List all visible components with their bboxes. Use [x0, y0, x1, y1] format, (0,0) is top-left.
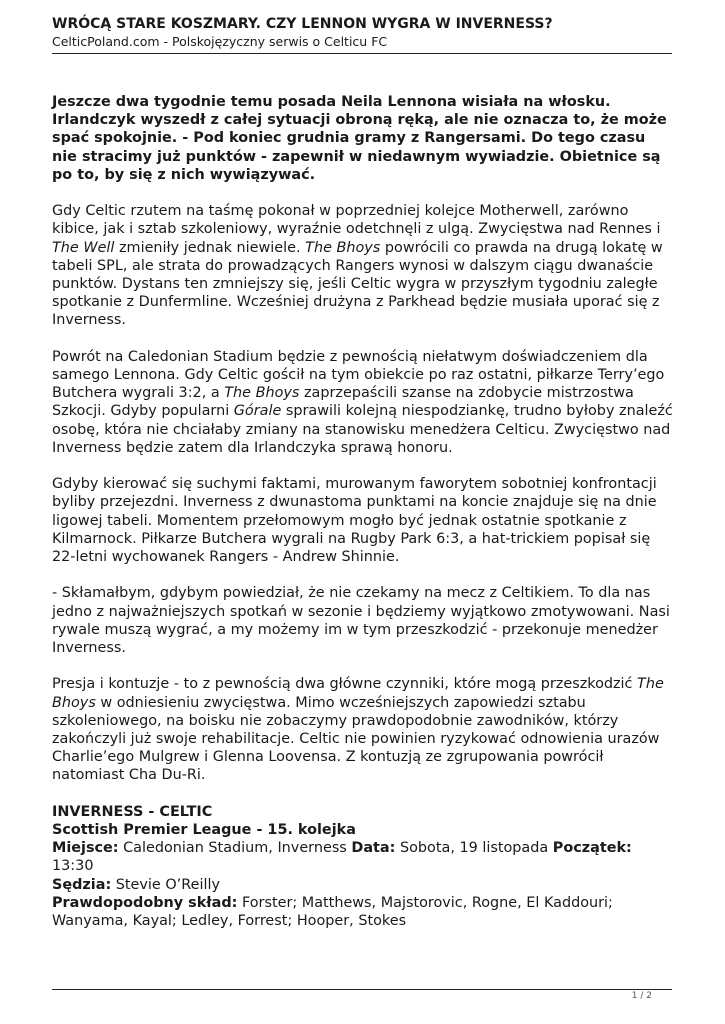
article-title: WRÓCĄ STARE KOSZMARY. CZY LENNON WYGRA W INVERNESS?	[52, 16, 553, 32]
paragraph-1	[52, 202, 674, 329]
referee-label: Sędzia:	[52, 876, 112, 893]
match-lineup	[52, 894, 674, 930]
site-subtitle: CelticPoland.com - Polskojęzyczny serwis o Celticu FC	[52, 34, 388, 49]
lineup-value: Forster; Matthews, Majstorovic, Rogne, El Kaddouri; Wanyama, Kayal; Ledley, Forrest; Hooper, Stokes	[52, 894, 613, 930]
text-run: Gdy Celtic rzutem na taśmę pokonał w poprzedniej kolejce Motherwell, zarówno kibice, jak i sztab szkoleniowy, wyraźnie odetchnęli z ulgą. Zwycięstwa nad Rennes i	[52, 203, 661, 238]
match-info	[52, 803, 674, 930]
date-label: Data:	[351, 840, 396, 857]
text-run: sprawili kolejną niespodziankę, trudno byłoby znaleźć osobę, która nie chciałaby zmiany na stanowisku menedżera Celticu. Zwycięstwo nad Inverness będzie zatem dla Irlandczyka sprawą honoru.	[52, 403, 673, 456]
match-details	[52, 839, 674, 875]
match-referee	[52, 876, 674, 894]
italic-run: The Bhoys	[52, 676, 664, 711]
text-run: Powrót na Caledonian Stadium będzie z pewnością niełatwym doświadczeniem dla samego Lennona. Gdy Celtic gościł na tym obiekcie po raz ostatni, piłkarze Terry’ego Butchera wygrali 3:2, a	[52, 348, 665, 402]
lineup-label: Prawdopodobny skład:	[52, 894, 238, 911]
italic-run: The Well	[52, 239, 115, 256]
page-number: 1 / 2	[631, 991, 652, 1001]
italic-run: The Bhoys	[305, 239, 381, 256]
text-run: Presja i kontuzje - to z pewnością dwa główne czynniki, które mogą przeszkodzić	[52, 676, 638, 693]
venue-value: Caledonian Stadium, Inverness	[118, 840, 352, 857]
article-lead: Jeszcze dwa tygodnie temu posada Neila Lennona wisiała na włosku. Irlandczyk wyszedł z całej sytuacji obroną ręką, ale nie oznacza to, że może spać spokojnie. - Pod koniec grudnia gramy z Rangersami. Do tego czasu nie stracimy już punktów - zapewnił w niedawnym wywiadzie. Obietnice są po to, by się z nich wywiązywać.	[52, 94, 667, 183]
text-run: zmieniły jednak niewiele.	[114, 239, 306, 256]
text-run: powrócili co prawda na drugą lokatę w tabeli SPL, ale strata do prowadzących Rangers wynosi w dalszym ciągu dwanaście punktów. Dystans ten zmniejszy się, jeśli Celtic wygra w przyszłym tygodniu zaległe spotkanie z Dunfermline. Wcześniej drużyna z Parkhead będzie musiała uporać się z Inverness.	[52, 239, 663, 329]
paragraph-5	[52, 675, 674, 784]
italic-run: The Bhoys	[224, 385, 300, 402]
match-heading: INVERNESS - CELTIC	[52, 803, 213, 820]
paragraph-4: - Skłamałbym, gdybym powiedział, że nie czekamy na mecz z Celtikiem. To dla nas jedno z najważniejszych spotkań w sezonie i będziemy wyjątkowo zmotywowani. Nasi rywale muszą wygrać, a my możemy im w tym przeszkodzić - przekonuje menedżer Inverness.	[52, 585, 670, 657]
referee-value: Stevie O’Reilly	[111, 876, 220, 893]
text-run: w odniesieniu zwycięstwa. Mimo wcześniejszych zapowiedzi sztabu szkoleniowego, na boisku nie zobaczymy prawdopodobnie zawodników, którzy zakończyli już swoje rehabilitacje. Celtic nie powinien ryzykować odnowienia urazów Charlie’ego Mulgrew i Glenna Loovensa. Z kontuzją ze zgrupowania powrócił natomiast Cha Du-Ri.	[52, 694, 660, 784]
date-value: Sobota, 19 listopada	[395, 840, 553, 857]
footer-divider	[52, 989, 672, 990]
start-value: 13:30	[52, 858, 94, 875]
italic-run: Górale	[233, 403, 282, 420]
text-run: zaprzepaścili szanse na zdobycie mistrzostwa Szkocji. Gdyby popularni	[52, 385, 634, 420]
start-label: Początek:	[552, 840, 632, 857]
header-divider	[52, 53, 672, 54]
article-body	[52, 93, 674, 930]
match-competition: Scottish Premier League - 15. kolejka	[52, 822, 356, 839]
document-header	[52, 15, 672, 50]
venue-label: Miejsce:	[52, 840, 119, 857]
paragraph-2	[52, 348, 674, 457]
paragraph-3: Gdyby kierować się suchymi faktami, murowanym faworytem sobotniej konfrontacji byliby przejezdni. Inverness z dwunastoma punktami na koncie znajduje się na dnie ligowej tabeli. Momentem przełomowym mogło być jednak ostatnie spotkanie z Kilmarnock. Piłkarze Butchera wygrali na Rugby Park 6:3, a hat-trickiem popisał się 22-letni wychowanek Rangers - Andrew Shinnie.	[52, 476, 657, 566]
